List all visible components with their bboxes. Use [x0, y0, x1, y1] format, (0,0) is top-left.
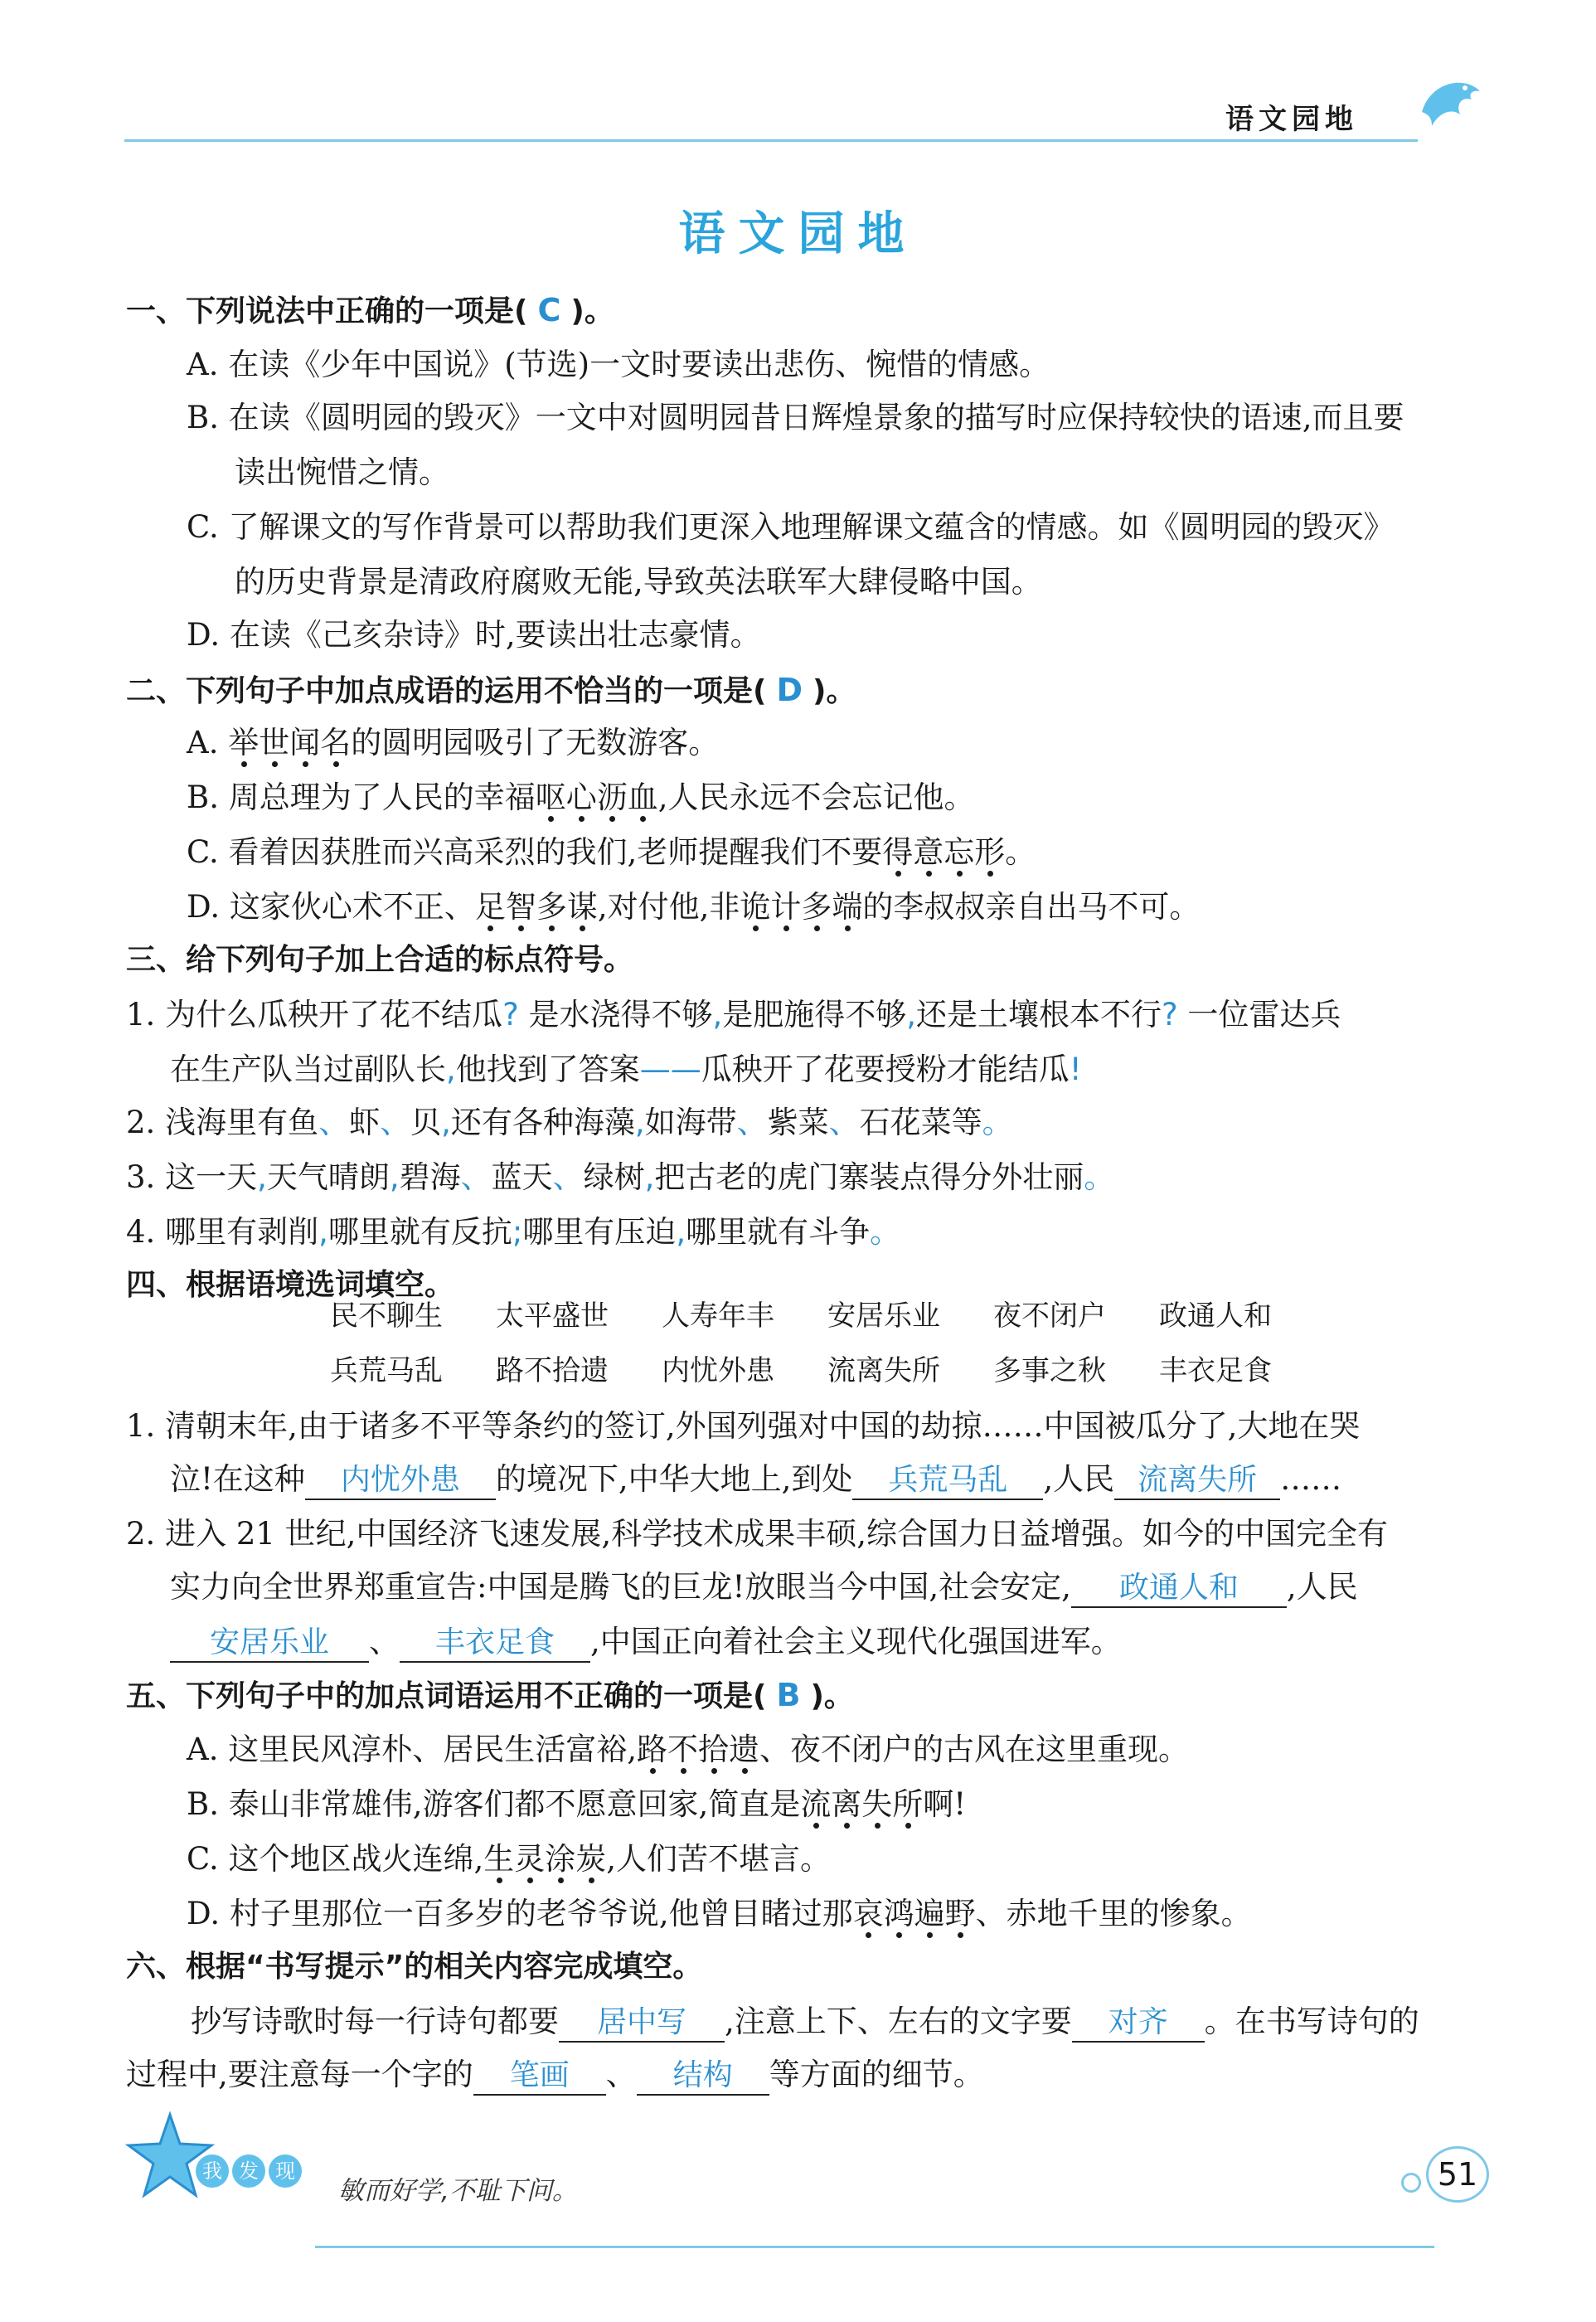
q4-passage-1: 1. 清朝末年,由于诸多不平等条约的签订,外国列强对中国的劫掠……中国被瓜分了,大地在哭	[126, 1408, 1361, 1444]
q6-passage-cont: 过程中,要注意每一个字的 笔画 、 结构 等方面的细节。	[126, 2055, 984, 2096]
fill-blank: 政通人和	[1071, 1570, 1287, 1608]
q3-sentence-2: 2. 浅海里有鱼、虾、贝,还有各种海藻,如海带、紫菜、石花菜等。	[126, 1105, 1013, 1140]
q3-sentence-1-cont: 在生产队当过副队长,他找到了答案——瓜秧开了花要授粉才能结瓜!	[170, 1052, 1082, 1087]
page-number-bubble-icon	[1401, 2173, 1421, 2193]
q5-option-b: B. 泰山非常雄伟,游客们都不愿意回家,简直是流离失所啊!	[187, 1786, 967, 1822]
header-rule	[124, 139, 1418, 142]
fill-blank: 安居乐业	[170, 1625, 369, 1663]
q5-answer: B	[776, 1677, 801, 1713]
q5-option-c: C. 这个地区战火连绵,生灵涂炭,人们苦不堪言。	[187, 1841, 832, 1877]
fill-blank: 流离失所	[1114, 1462, 1280, 1500]
q3-sentence-1: 1. 为什么瓜秧开了花不结瓜? 是水浇得不够,是肥施得不够,还是土壤根本不行? 一位雷达兵	[126, 997, 1341, 1032]
fill-blank: 笔画	[473, 2057, 606, 2096]
dolphin-icon	[1414, 66, 1488, 141]
q2-answer: D	[776, 672, 803, 708]
fill-blank: 丰衣足食	[400, 1625, 590, 1663]
q4-stem: 四、根据语境选词填空。	[126, 1268, 455, 1302]
fill-blank: 兵荒马乱	[852, 1462, 1043, 1500]
footer-motto: 敏而好学,不耻下问。	[338, 2176, 578, 2206]
header-section-label: 语文园地	[1225, 103, 1358, 136]
q6-stem: 六、根据“书写提示”的相关内容完成填空。	[126, 1950, 703, 1984]
q2-stem: 二、下列句子中加点成语的运用不恰当的一项是( D )。	[126, 672, 856, 708]
discover-badge: 我 发 现	[196, 2154, 305, 2188]
q4-passage-1-cont: 泣!在这种 内忧外患 的境况下,中华大地上,到处 兵荒马乱 ,人民 流离失所 ……	[170, 1460, 1341, 1500]
q5-option-d: D. 村子里那位一百多岁的老爷爷说,他曾目睹过那哀鸿遍野、赤地千里的惨象。	[187, 1896, 1252, 1931]
q4-passage-2-cont: 实力向全世界郑重宣告:中国是腾飞的巨龙!放眼当今中国,社会安定, 政通人和 ,人民	[170, 1567, 1358, 1608]
q4-passage-2-cont-2: 安居乐业 、 丰衣足食 ,中国正向着社会主义现代化强国进军。	[170, 1622, 1122, 1663]
q5-option-a: A. 这里民风淳朴、居民生活富裕,路不拾遗、夜不闭户的古风在这里重现。	[187, 1732, 1190, 1767]
footer-rule	[315, 2246, 1434, 2248]
q2-option-b: B. 周总理为了人民的幸福呕心沥血,人民永远不会忘记他。	[187, 780, 975, 815]
dotted-idiom: 呕心沥血	[535, 780, 658, 815]
q5-stem: 五、下列句子中的加点词语运用不正确的一项是( B )。	[126, 1677, 854, 1713]
q1-option-d: D. 在读《己亥杂诗》时,要读出壮志豪情。	[187, 617, 761, 653]
page-title: 语文园地	[678, 207, 918, 261]
q1-stem: 一、下列说法中正确的一项是( C )。	[126, 292, 614, 328]
fill-blank: 内忧外患	[305, 1462, 496, 1500]
q1-option-b: B. 在读《圆明园的毁灭》一文中对圆明园昔日辉煌景象的描写时应保持较快的语速,而且要	[187, 400, 1404, 435]
page-number: 51	[1426, 2146, 1489, 2203]
q2-option-a: A. 举世闻名的圆明园吸引了无数游客。	[187, 725, 720, 760]
dotted-idiom: 举世闻名	[228, 725, 352, 760]
q6-passage: 抄写诗歌时每一行诗句都要 居中写 ,注意上下、左右的文字要 对齐 。在书写诗句的	[191, 2002, 1419, 2043]
dotted-idiom: 诡计多端	[740, 889, 863, 925]
q4-word-bank-row-2: 兵荒马乱 路不拾遗 内忧外患 流离失所 多事之秋 丰衣足食	[330, 1354, 1272, 1387]
dotted-idiom: 路不拾遗	[637, 1732, 760, 1767]
fill-blank: 结构	[637, 2057, 769, 2096]
q3-sentence-4: 4. 哪里有剥削,哪里就有反抗;哪里有压迫,哪里就有斗争。	[126, 1214, 901, 1250]
dotted-idiom: 哀鸿遍野	[852, 1896, 976, 1931]
dotted-idiom: 流离失所	[800, 1786, 924, 1822]
q1-option-a: A. 在读《少年中国说》(节选)一文时要读出悲伤、惋惜的情感。	[187, 347, 1050, 382]
q1-option-c: C. 了解课文的写作背景可以帮助我们更深入地理解课文蕴含的情感。如《圆明园的毁灭》	[187, 509, 1395, 545]
q1-option-c-cont: 的历史背景是清政府腐败无能,导致英法联军大肆侵略中国。	[235, 564, 1042, 600]
q3-sentence-3: 3. 这一天,天气晴朗,碧海、蓝天、绿树,把古老的虎门寨装点得分外壮丽。	[126, 1159, 1115, 1195]
fill-blank: 对齐	[1072, 2004, 1205, 2043]
dotted-idiom: 得意忘形	[882, 834, 1006, 870]
q1-answer: C	[537, 292, 561, 328]
fill-blank: 居中写	[559, 2004, 725, 2043]
q4-passage-2: 2. 进入 21 世纪,中国经济飞速发展,科学技术成果丰硕,综合国力日益增强。如今的中国完全有	[126, 1516, 1388, 1552]
dotted-idiom: 足智多谋	[474, 889, 598, 925]
q2-option-d: D. 这家伙心术不正、足智多谋,对付他,非诡计多端的李叔叔亲自出马不可。	[187, 889, 1201, 925]
dotted-idiom: 生灵涂炭	[483, 1841, 607, 1877]
q2-option-c: C. 看着因获胜而兴高采烈的我们,老师提醒我们不要得意忘形。	[187, 834, 1036, 870]
q3-stem: 三、给下列句子加上合适的标点符号。	[126, 943, 634, 977]
q1-option-b-cont: 读出惋惜之情。	[235, 454, 449, 490]
q4-word-bank-row-1: 民不聊生 太平盛世 人寿年丰 安居乐业 夜不闭户 政通人和	[330, 1299, 1272, 1333]
